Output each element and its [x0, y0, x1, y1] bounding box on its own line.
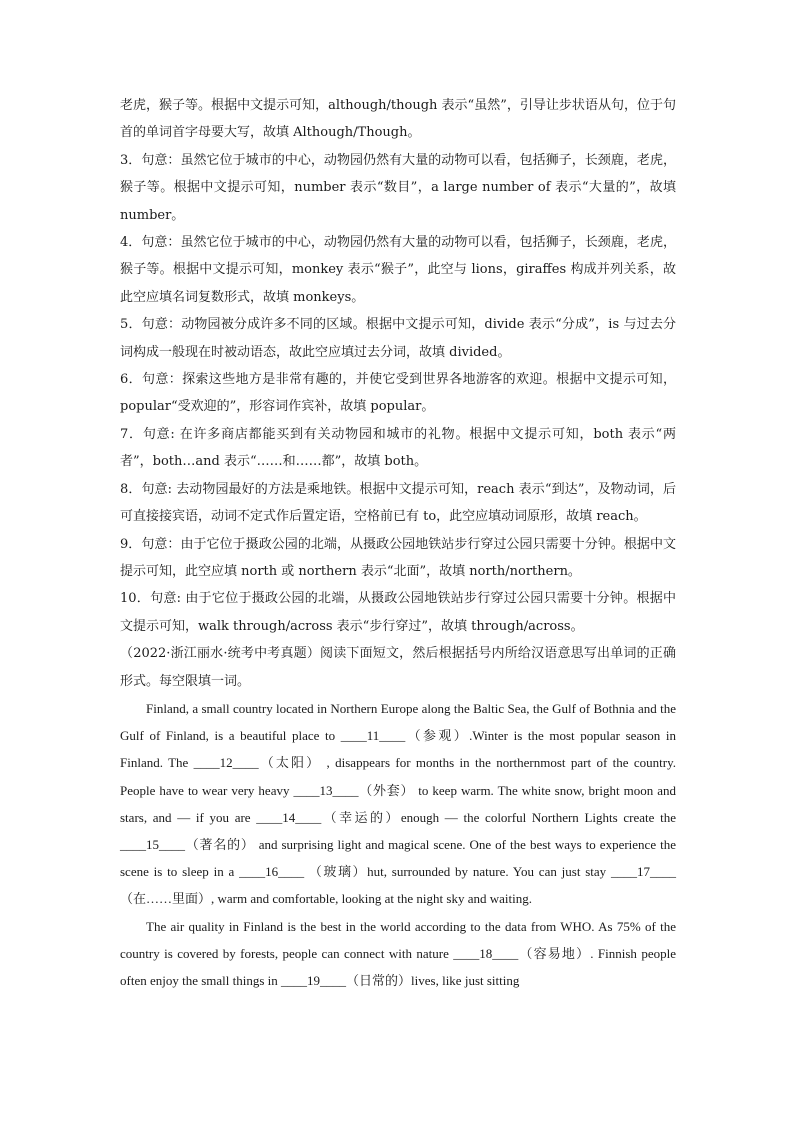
explanation-item-6: 6．句意：探索这些地方是非常有趣的，并使它受到世界各地游客的欢迎。根据中文提示可知，popular“受欢迎的”，形容词作宾补，故填 popular。 [120, 372, 676, 415]
explanation-item-9: 9．句意：由于它位于摄政公园的北端，从摄政公园地铁站步行穿过公园只需要十分钟。根据中文提示可知，此空应填 north 或 northern 表示“北面”，故填 north/northern。 [120, 536, 676, 579]
explanation-item-8: 8．句意: 去动物园最好的方法是乘地铁。根据中文提示可知，reach 表示“到达”，及物动词，后可直接接宾语，动词不定式作后置定语，空格前已有 to，此空应填动词原形，故填 reach。 [120, 481, 676, 525]
passage-paragraph-1: Finland, a small country located in Northern Europe along the Baltic Sea, the Gulf of Bothnia and the Gulf of Finland, is a beautiful place to ____11____（参观）.Winter is the most popular season in Finland. The ____12____（太阳） , disappears for months in the northernmost part of the country. People have to wear very heavy ____13____（外套） to keep warm. The white snow, bright moon and stars, and — if you are ____14____（幸运的）enough — the colorful Northern Lights create the ____15____（著名的） and surprising light and magical scene. One of the best ways to experience the scene is to sleep in a ____16____ （玻璃）hut, surrounded by nature. You can just stay ____17____（在……里面）, warm and comfortable, looking at the night sky and waiting. [120, 700, 676, 907]
explanation-item-5: 5．句意：动物园被分成许多不同的区域。根据中文提示可知，divide 表示“分成”，is 与过去分词构成一般现在时被动语态，故此空应填过去分词，故填 divided。 [120, 317, 676, 360]
explanation-item-3: 3．句意：虽然它位于城市的中心，动物园仍然有大量的动物可以看，包括狮子，长颈鹿，老虎，猴子等。根据中文提示可知，number 表示“数目”，a large number of 表示“大量的”，故填 number。 [120, 152, 676, 223]
explanation-line: 老虎，猴子等。根据中文提示可知，although/though 表示“虽然”，引导让步状语从句，位于句首的单词首字母要大写，故填 Although/Though。 [120, 98, 676, 141]
explanation-item-10: 10．句意: 由于它位于摄政公园的北端，从摄政公园地铁站步行穿过公园只需要十分钟。根据中文提示可知，walk through/across 表示“步行穿过”，故填 through/across。 [120, 591, 676, 634]
page-content [120, 92, 676, 994]
passage-paragraph-2: The air quality in Finland is the best in the world according to the data from WHO. As 75% of the country is covered by forests, people can connect with nature ____18____（容易地）. Finnish people often enjoy the small things in ____19____（日常的）lives, like just sitting [120, 918, 676, 988]
explanation-item-4: 4．句意：虽然它位于城市的中心，动物园仍然有大量的动物可以看，包括狮子，长颈鹿，老虎，猴子等。根据中文提示可知，monkey 表示“猴子”，此空与 lions，giraffes 构成并列关系，故此空应填名词复数形式，故填 monkeys。 [120, 235, 676, 305]
explanation-item-7: 7．句意: 在许多商店都能买到有关动物园和城市的礼物。根据中文提示可知，both 表示“两者”，both…and 表示“……和……都”，故填 both。 [120, 426, 676, 470]
exercise-instruction: （2022·浙江丽水·统考中考真题）阅读下面短文，然后根据括号内所给汉语意思写出单词的正确形式。每空限填一词。 [120, 646, 676, 689]
